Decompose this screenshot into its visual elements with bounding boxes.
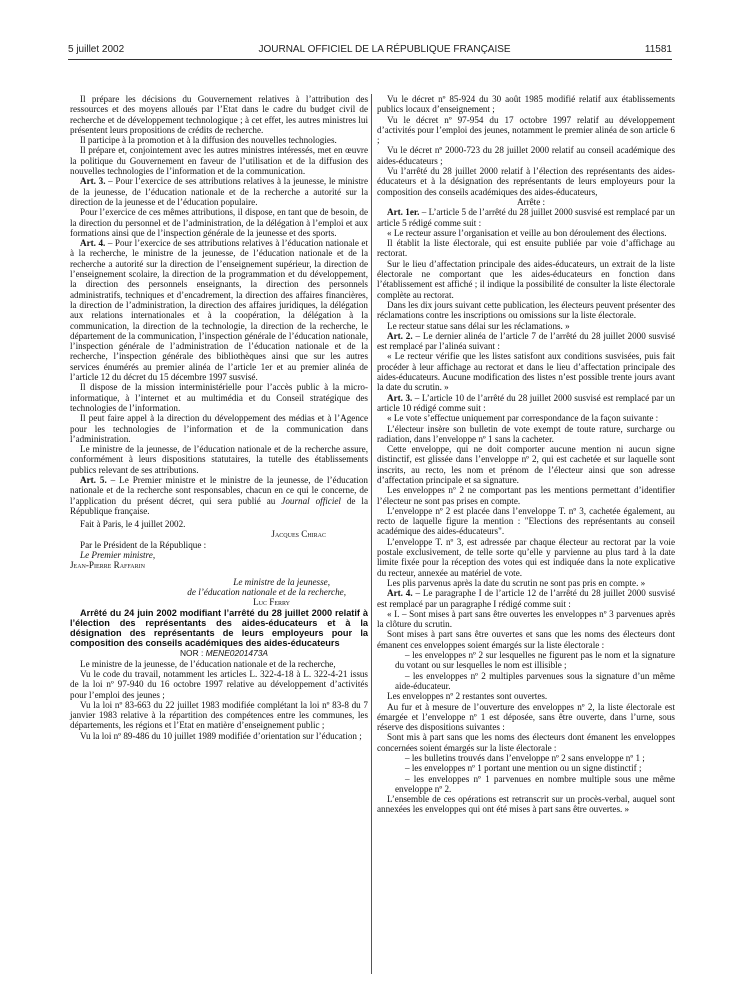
preamble-line: Vu l’arrêté du 28 juillet 2000 relatif à l’élection des représentants des aides-éducateurs et à la désignation des représentants de leurs employeurs pour la composition des conseils académiques des aides-éducateurs, xyxy=(377,166,675,197)
quote-line: « Le vote s’effectue uniquement par correspondance de la façon suivante : xyxy=(387,413,659,424)
article-label: Art. 1er. xyxy=(387,207,420,218)
right-column xyxy=(377,94,675,815)
minister-name: Luc Ferry xyxy=(253,597,290,608)
paragraph: Pour l’exercice de ces mêmes attributions, il dispose, en tant que de besoin, de la direction du personnel et de l’administration, de la délégation à l’emploi et aux formations ainsi que de l’inspection générale de la jeunesse et des sports. xyxy=(70,207,368,238)
nor-label: NOR : xyxy=(180,648,206,659)
decree-title: Arrêté du 24 juin 2002 modifiant l’arrêté du 28 juillet 2000 relatif à l’élection des représentants des aides-éducateurs et à la désignation des représentants de leurs employeurs pour la composition des conseils académiques des aides-éducateurs xyxy=(70,607,368,649)
pm-name: Jean-Pierre Raffarin xyxy=(70,560,145,571)
nor-code: MENE0201473A xyxy=(205,648,268,659)
article-text: – L’article 5 de l’arrêté du 28 juillet 2000 susvisé est remplacé par un article 5 rédigé comme suit : xyxy=(377,207,675,228)
paragraph: Il dispose de la mission interministérielle pour l’accès public à la micro-informatique, à l’internet et au multimédia et du Conseil stratégique des technologies de l’information. xyxy=(70,382,368,413)
quote-line: Les plis parvenus après la date du scrutin ne sont pas pris en compte. » xyxy=(387,577,646,588)
list-item: – les bulletins trouvés dans l’enveloppe nº 2 sans enveloppe nº 1 ; xyxy=(405,753,645,763)
quote-line: « Le recteur assure l’organisation et veille au bon déroulement des élections. xyxy=(387,227,667,238)
preamble-line: Vu le décret nº 85-924 du 30 août 1985 modifié relatif aux établissements publics locaux d’enseignement ; xyxy=(377,94,675,115)
header-journal-title: JOURNAL OFFICIEL DE LA RÉPUBLIQUE FRANÇAISE xyxy=(258,44,511,55)
article-text: – L’article 10 de l’arrêté du 28 juillet 2000 susvisé est remplacé par un article 10 rédigé comme suit : xyxy=(377,392,675,413)
preamble-line: Vu le décret nº 2000-723 du 28 juillet 2000 relatif au conseil académique des aides-éducateurs ; xyxy=(377,145,675,166)
article-label: Art. 4. xyxy=(80,238,106,249)
paragraph: Il prépare et, conjointement avec les autres ministres intéressés, met en œuvre la politique du Gouvernement en faveur de l’utilisation et de la diffusion des nouvelles technologies de l’information et de la communication. xyxy=(70,145,368,177)
quote-line: Sont mis à part sans que les noms des électeurs dont émanent les enveloppes concernées soient émargés sur la liste électorale : xyxy=(377,732,675,753)
paragraph: Il peut faire appel à la direction du développement des médias et à l’Agence pour les technologies de l’information et de la communication dans l’administration. xyxy=(70,413,368,444)
signatory-name: Jacques Chirac xyxy=(271,529,326,540)
header-rule xyxy=(68,59,672,60)
preamble-line: Le ministre de la jeunesse, de l’éducation nationale et de la recherche, xyxy=(80,658,336,669)
paragraph: Il participe à la promotion et à la diffusion des nouvelles technologies. xyxy=(80,135,337,146)
quote-line: L’enveloppe T. nº 3, est adressée par chaque électeur au rectorat par la voie postale exclusivement, de telle sorte qu’elle y parvienne au plus tard à la date limite fixée pour la réception des votes qui est indiquée dans la note explicative du recteur, annexée au matériel de vote. xyxy=(377,536,675,578)
article-3 xyxy=(70,176,368,207)
pm-title: Le Premier ministre, xyxy=(80,550,156,561)
preamble-line: Vu la loi nº 83-663 du 22 juillet 1983 modifiée complétant la loi nº 83-8 du 7 janvier 1983 relative à la répartition des compétences entre les communes, les départements, les régions et l’Etat en matière d’enseignement public ; xyxy=(70,699,368,731)
list-item: – les enveloppes nº 2 sur lesquelles ne figurent pas le nom et la signature du votant ou sur lesquelles le nom est illisible ; xyxy=(395,650,675,671)
article-4 xyxy=(70,238,368,382)
list-item: – les enveloppes nº 1 parvenues en nombre multiple sous une même enveloppe nº 2. xyxy=(395,773,675,794)
page-header xyxy=(68,44,672,55)
article-2 xyxy=(377,331,675,352)
left-column xyxy=(70,94,368,741)
article-text: – Le Premier ministre et le ministre de la jeunesse, de l’éducation nationale et de la recherche sont responsables, chacun en ce qui le concerne, de l’application du présent décret, qui sera publié au xyxy=(70,474,368,506)
article-label: Art. 5. xyxy=(80,474,107,485)
signature-block xyxy=(70,529,368,607)
article-label: Art. 2. xyxy=(387,330,413,341)
article-label: Art. 3. xyxy=(387,392,413,403)
article-label: Art. 4. xyxy=(387,588,413,599)
article-text: – Pour l’exercice de ses attributions relatives à l’éducation nationale et à la recherche, le ministre de la jeunesse, de l’éducation nationale et de la recherche a autorité sur la direction de l’enseignement supérieur, la direction de l’enseignement scolaire, la direction de la programmation et du développement, la direction des personnels enseignants, la direction des personnels administratifs, techniques et d’encadrement, la direction des affaires financières, la direction de l’administration, la direction des affaires juridiques, la délégation aux relations internationales et à la coopération, la délégation à la communication, la direction de la technologie, la direction de la recherche, le département de la communication, l’inspection générale de l’éducation nationale, l’inspection générale de l’administration de l’éducation nationale et de la recherche, l’inspection générale des bibliothèques ainsi que sur les autres services énumérés au premier alinéa de l’article 1er et au premier alinéa de l’article 12 du décret du 15 décembre 1997 susvisé. xyxy=(70,238,368,383)
paragraph: Le ministre de la jeunesse, de l’éducation nationale et de la recherche assure, conformément à leurs dispositions statutaires, la tutelle des établissements publics relevant de ses attributions. xyxy=(70,444,368,475)
preamble-line: Vu le décret nº 97-954 du 17 octobre 1997 relatif au développement d’activités pour l’emploi des jeunes, notamment le premier alinéa de son article 6 ; xyxy=(377,114,675,146)
article-5 xyxy=(70,475,368,516)
list-item: – les enveloppes nº 2 multiples parvenues sous la signature d’un même aide-éducateur. xyxy=(395,670,675,691)
header-date: 5 juillet 2002 xyxy=(68,44,125,55)
quote-line: L’électeur insère son bulletin de vote exempt de toute rature, surcharge ou radiation, dans l’enveloppe nº 1 sans la cacheter. xyxy=(377,423,675,444)
paragraph: Il prépare les décisions du Gouvernement relatives à l’attribution des ressources et des moyens alloués par l’Etat dans le cadre du budget civil de recherche et de développement technologique ; à cet effet, les autres ministres lui présentent leurs propositions de crédits de recherche. xyxy=(70,94,368,135)
quote-line: Cette enveloppe, qui ne doit comporter aucune mention ni aucun signe distinctif, est glissée dans l’enveloppe nº 2, qui est cachetée et sur laquelle sont inscrits, au recto, les nom et prénom de l’électeur ainsi que son adresse d’affectation principale et sa signature. xyxy=(377,444,675,485)
quote-line: « Le recteur vérifie que les listes satisfont aux conditions susvisées, puis fait procéder à leur affichage au rectorat et dans le lieu d’affectation principale des aides-éducateurs. Aucune modification des listes n’est possible trente jours avant la date du scrutin. » xyxy=(377,351,675,393)
quote-line: « I. – Sont mises à part sans être ouvertes les enveloppes nº 3 parvenues après la clôture du scrutin. xyxy=(377,608,675,630)
article-4 xyxy=(377,588,675,609)
article-3 xyxy=(377,393,675,414)
quote-line: Sont mises à part sans être ouvertes et sans que les noms des électeurs dont émanent ces enveloppes soient émargés sur la liste électorale : xyxy=(377,629,675,650)
done-at: Fait à Paris, le 4 juillet 2002. xyxy=(80,519,186,530)
quote-line: Les enveloppes nº 2 ne comportant pas les mentions permettant d’identifier l’électeur ne sont pas prises en compte. xyxy=(377,485,675,506)
preamble-line: Vu la loi nº 89-486 du 10 juillet 1989 modifiée d’orientation sur l’éducation ; xyxy=(80,730,362,741)
article-text: – Le paragraphe I de l’article 12 de l’arrêté du 28 juillet 2000 susvisé est remplacé par un paragraphe I rédigé comme suit : xyxy=(377,588,675,609)
article-text: – Pour l’exercice de ses attributions relatives à la jeunesse, le ministre de la jeunesse, de l’éducation nationale et de la recherche a autorité sur la direction de la jeunesse et de l’éducation populaire. xyxy=(70,176,368,207)
quote-line: L’enveloppe nº 2 est placée dans l’enveloppe T. nº 3, cachetée également, au recto de laquelle figure la mention : "Elections des représentants au conseil académique des aides-éducateurs". xyxy=(377,505,675,537)
quote-line: Au fur et à mesure de l’ouverture des enveloppes nº 2, la liste électorale est émargée et l’enveloppe nº 1 est déposée, sans être ouverte, dans l’urne, sous réserve des dispositions suivantes : xyxy=(377,701,675,733)
minister-title-2: de l’éducation nationale et de la recherche, xyxy=(187,586,346,597)
header-page-number: 11581 xyxy=(644,44,672,55)
quote-line: Il établit la liste électorale, qui est ensuite publiée par voie d’affichage au rectorat. xyxy=(377,238,675,259)
list-item: – les enveloppes nº 1 portant une mention ou un signe distinctif ; xyxy=(405,763,642,774)
quote-line: Les enveloppes nº 2 restantes sont ouvertes. xyxy=(387,691,548,702)
nor-reference xyxy=(70,648,368,658)
quote-line: Sur le lieu d’affectation principale des aides-éducateurs, un extrait de la liste électorale ne comportant que les aides-éducateurs en fonction dans l’établissement est affiché ; il indique la possibilité de consulter la liste électorale complète au rectorat. xyxy=(377,258,675,300)
quote-line: L’ensemble de ces opérations est retranscrit sur un procès-verbal, auquel sont annexées les enveloppes qui ont été mises à part sans être ouvertes. » xyxy=(377,794,675,815)
quote-line: Dans les dix jours suivant cette publication, les électeurs peuvent présenter des réclamations contre les inscriptions ou omissions sur la liste électorale. xyxy=(377,299,675,321)
column-divider xyxy=(371,94,372,974)
article-text: de la République française. xyxy=(70,495,368,516)
article-1 xyxy=(377,207,675,228)
by-president: Par le Président de la République : xyxy=(80,539,207,550)
quote-line: Le recteur statue sans délai sur les réclamations. » xyxy=(387,320,570,331)
article-label: Art. 3. xyxy=(80,176,106,187)
article-text: – Le dernier alinéa de l’article 7 de l’arrêté du 28 juillet 2000 susvisé est remplacé par l’alinéa suivant : xyxy=(377,330,675,352)
minister-title-1: Le ministre de la jeunesse, xyxy=(233,576,330,587)
arrete-heading: Arrête : xyxy=(516,196,546,207)
preamble-line: Vu le code du travail, notamment les articles L. 322-4-18 à L. 322-4-21 issus de la loi nº 97-940 du 16 octobre 1997 relative au développement d’activités pour l’emploi des jeunes ; xyxy=(70,668,368,700)
journal-officiel-ref: Journal officiel xyxy=(281,495,341,506)
